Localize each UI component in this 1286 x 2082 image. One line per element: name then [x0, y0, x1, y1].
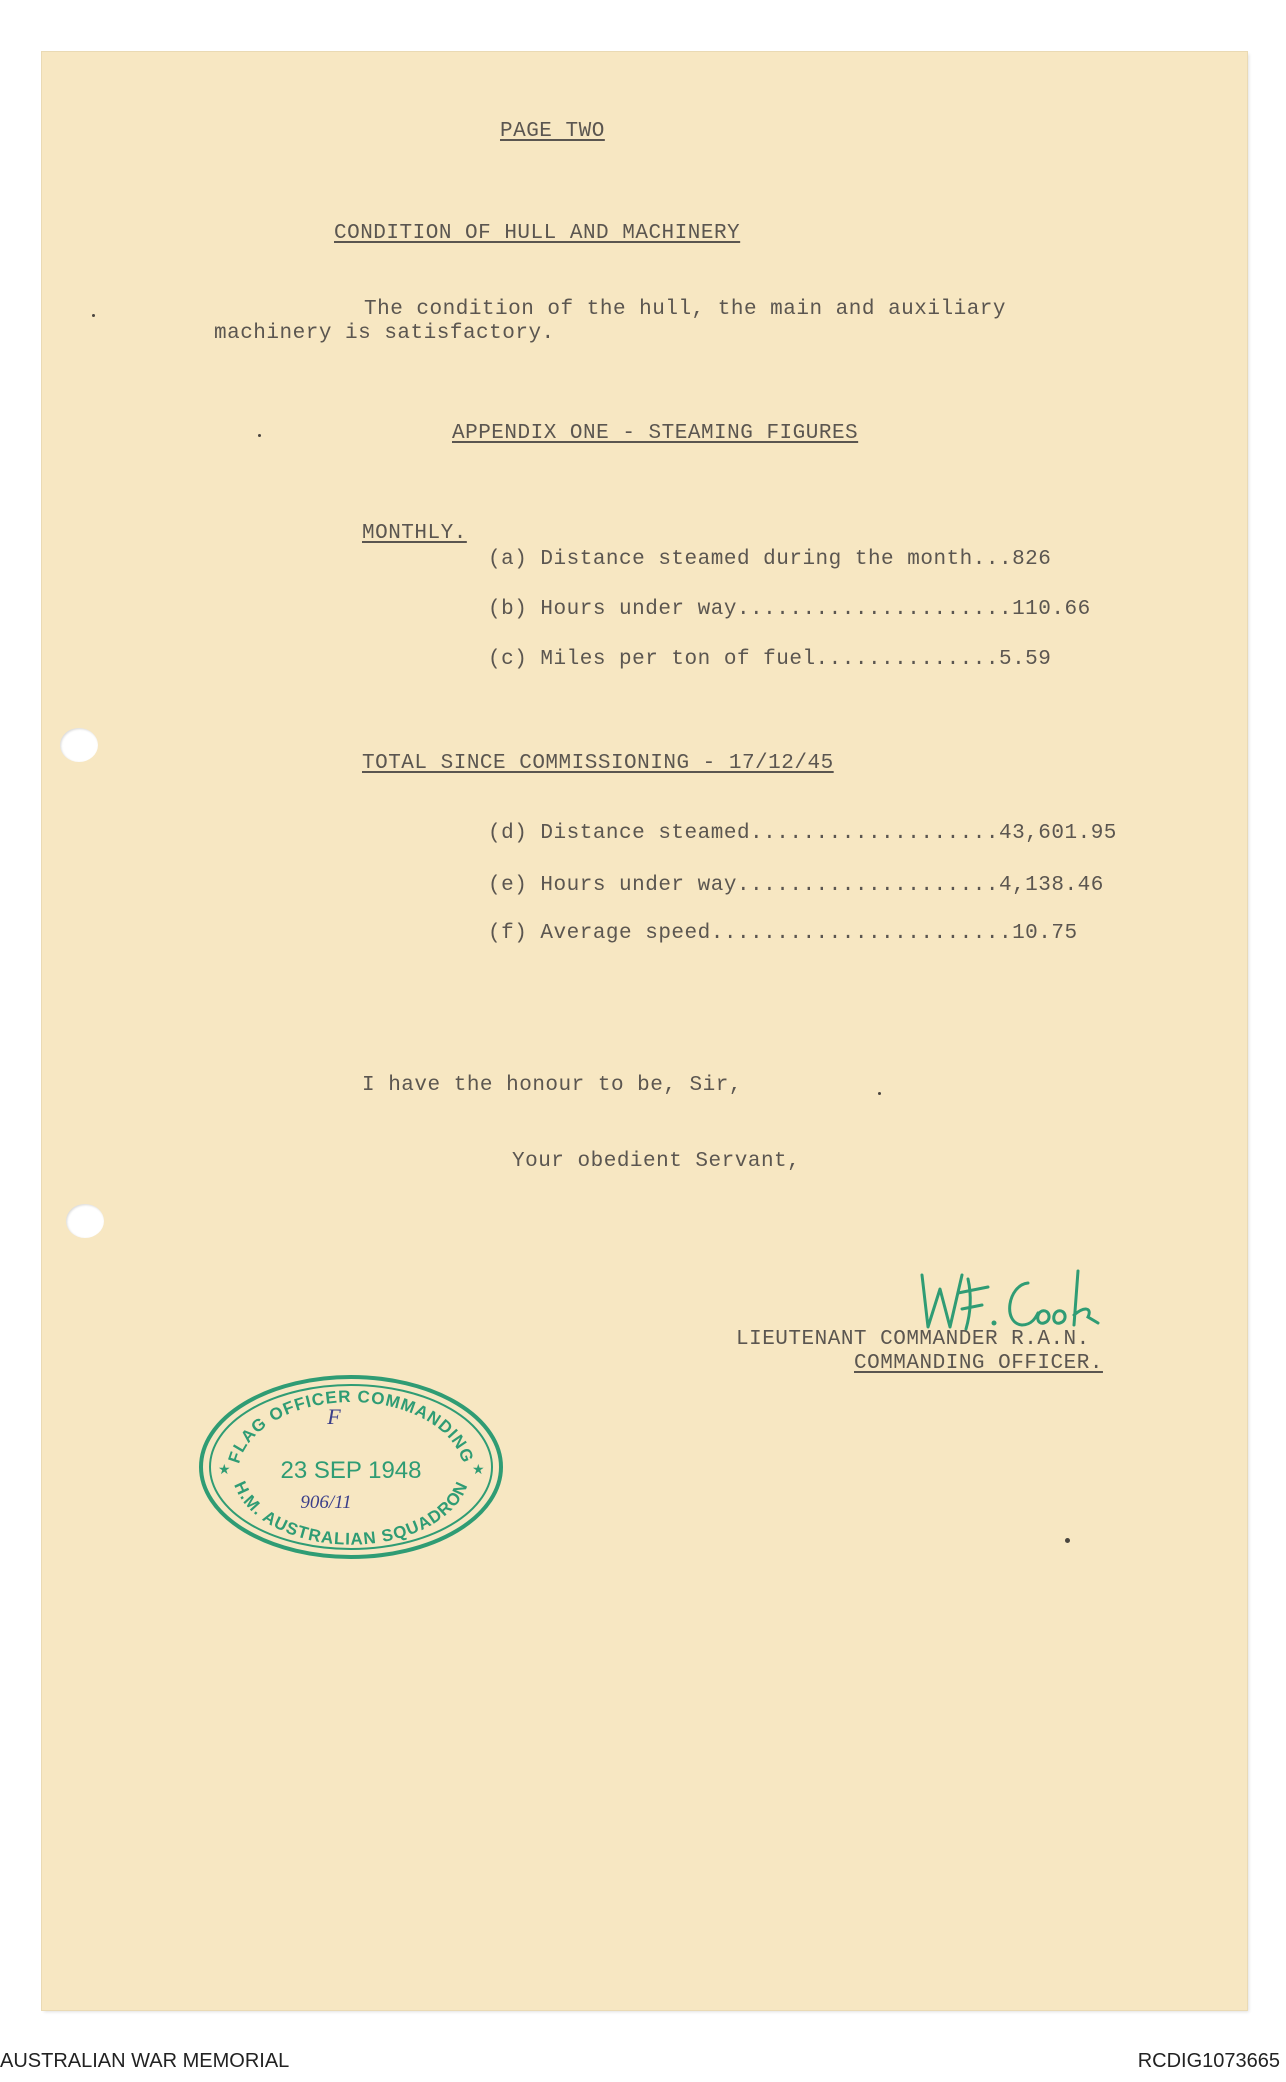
appendix-heading: APPENDIX ONE - STEAMING FIGURES — [452, 422, 859, 445]
ink-speck — [878, 1092, 881, 1095]
stamp-date: 23 SEP 1948 — [280, 1457, 422, 1484]
monthly-item-b: (b) Hours under way.....................110.66 — [488, 598, 1091, 621]
ink-speck — [258, 434, 261, 437]
stamp-top-text: FLAG OFFICER COMMANDING — [224, 1386, 478, 1466]
section-heading-hull: CONDITION OF HULL AND MACHINERY — [334, 222, 741, 245]
page-label: PAGE TWO — [500, 120, 605, 143]
ink-speck — [92, 314, 95, 317]
document-page — [42, 52, 1247, 2010]
monthly-heading: MONTHLY. — [362, 522, 467, 545]
punch-hole-bottom — [66, 1204, 104, 1238]
stamp-handwritten-reference: 906/11 — [300, 1492, 352, 1513]
stamp-handwritten-mark: F — [327, 1404, 341, 1429]
signatory-role: COMMANDING OFFICER. — [854, 1352, 1103, 1375]
monthly-item-c: (c) Miles per ton of fuel..............5.59 — [488, 648, 1052, 671]
total-item-f: (f) Average speed.......................10.75 — [488, 922, 1078, 945]
hull-paragraph-line-1: The condition of the hull, the main and auxiliary — [364, 298, 1007, 321]
hull-paragraph-line-2: machinery is satisfactory. — [214, 322, 555, 345]
svg-text:H.M. AUSTRALIAN SQUADRON — [230, 1478, 472, 1548]
total-item-d: (d) Distance steamed...................43,601.95 — [488, 822, 1117, 845]
closing-line-2: Your obedient Servant, — [512, 1150, 801, 1173]
total-heading: TOTAL SINCE COMMISSIONING - 17/12/45 — [362, 752, 834, 775]
monthly-item-a: (a) Distance steamed during the month...826 — [488, 548, 1052, 571]
signatory-rank: LIEUTENANT COMMANDER R.A.N. — [736, 1328, 1090, 1351]
star-icon: ★ — [472, 1461, 485, 1477]
received-stamp — [198, 1374, 504, 1560]
closing-line-1: I have the honour to be, Sir, — [362, 1074, 742, 1097]
total-item-e: (e) Hours under way....................4,138.46 — [488, 874, 1104, 897]
ink-speck — [1065, 1538, 1070, 1543]
stamp-bottom-text: H.M. AUSTRALIAN SQUADRON — [230, 1478, 472, 1549]
star-icon: ★ — [218, 1461, 231, 1477]
svg-text:FLAG OFFICER COMMANDING — [224, 1387, 477, 1466]
footer-institution: AUSTRALIAN WAR MEMORIAL — [0, 2050, 290, 2072]
footer-record-id: RCDIG1073665 — [1137, 2050, 1280, 2072]
punch-hole-top — [60, 728, 98, 762]
